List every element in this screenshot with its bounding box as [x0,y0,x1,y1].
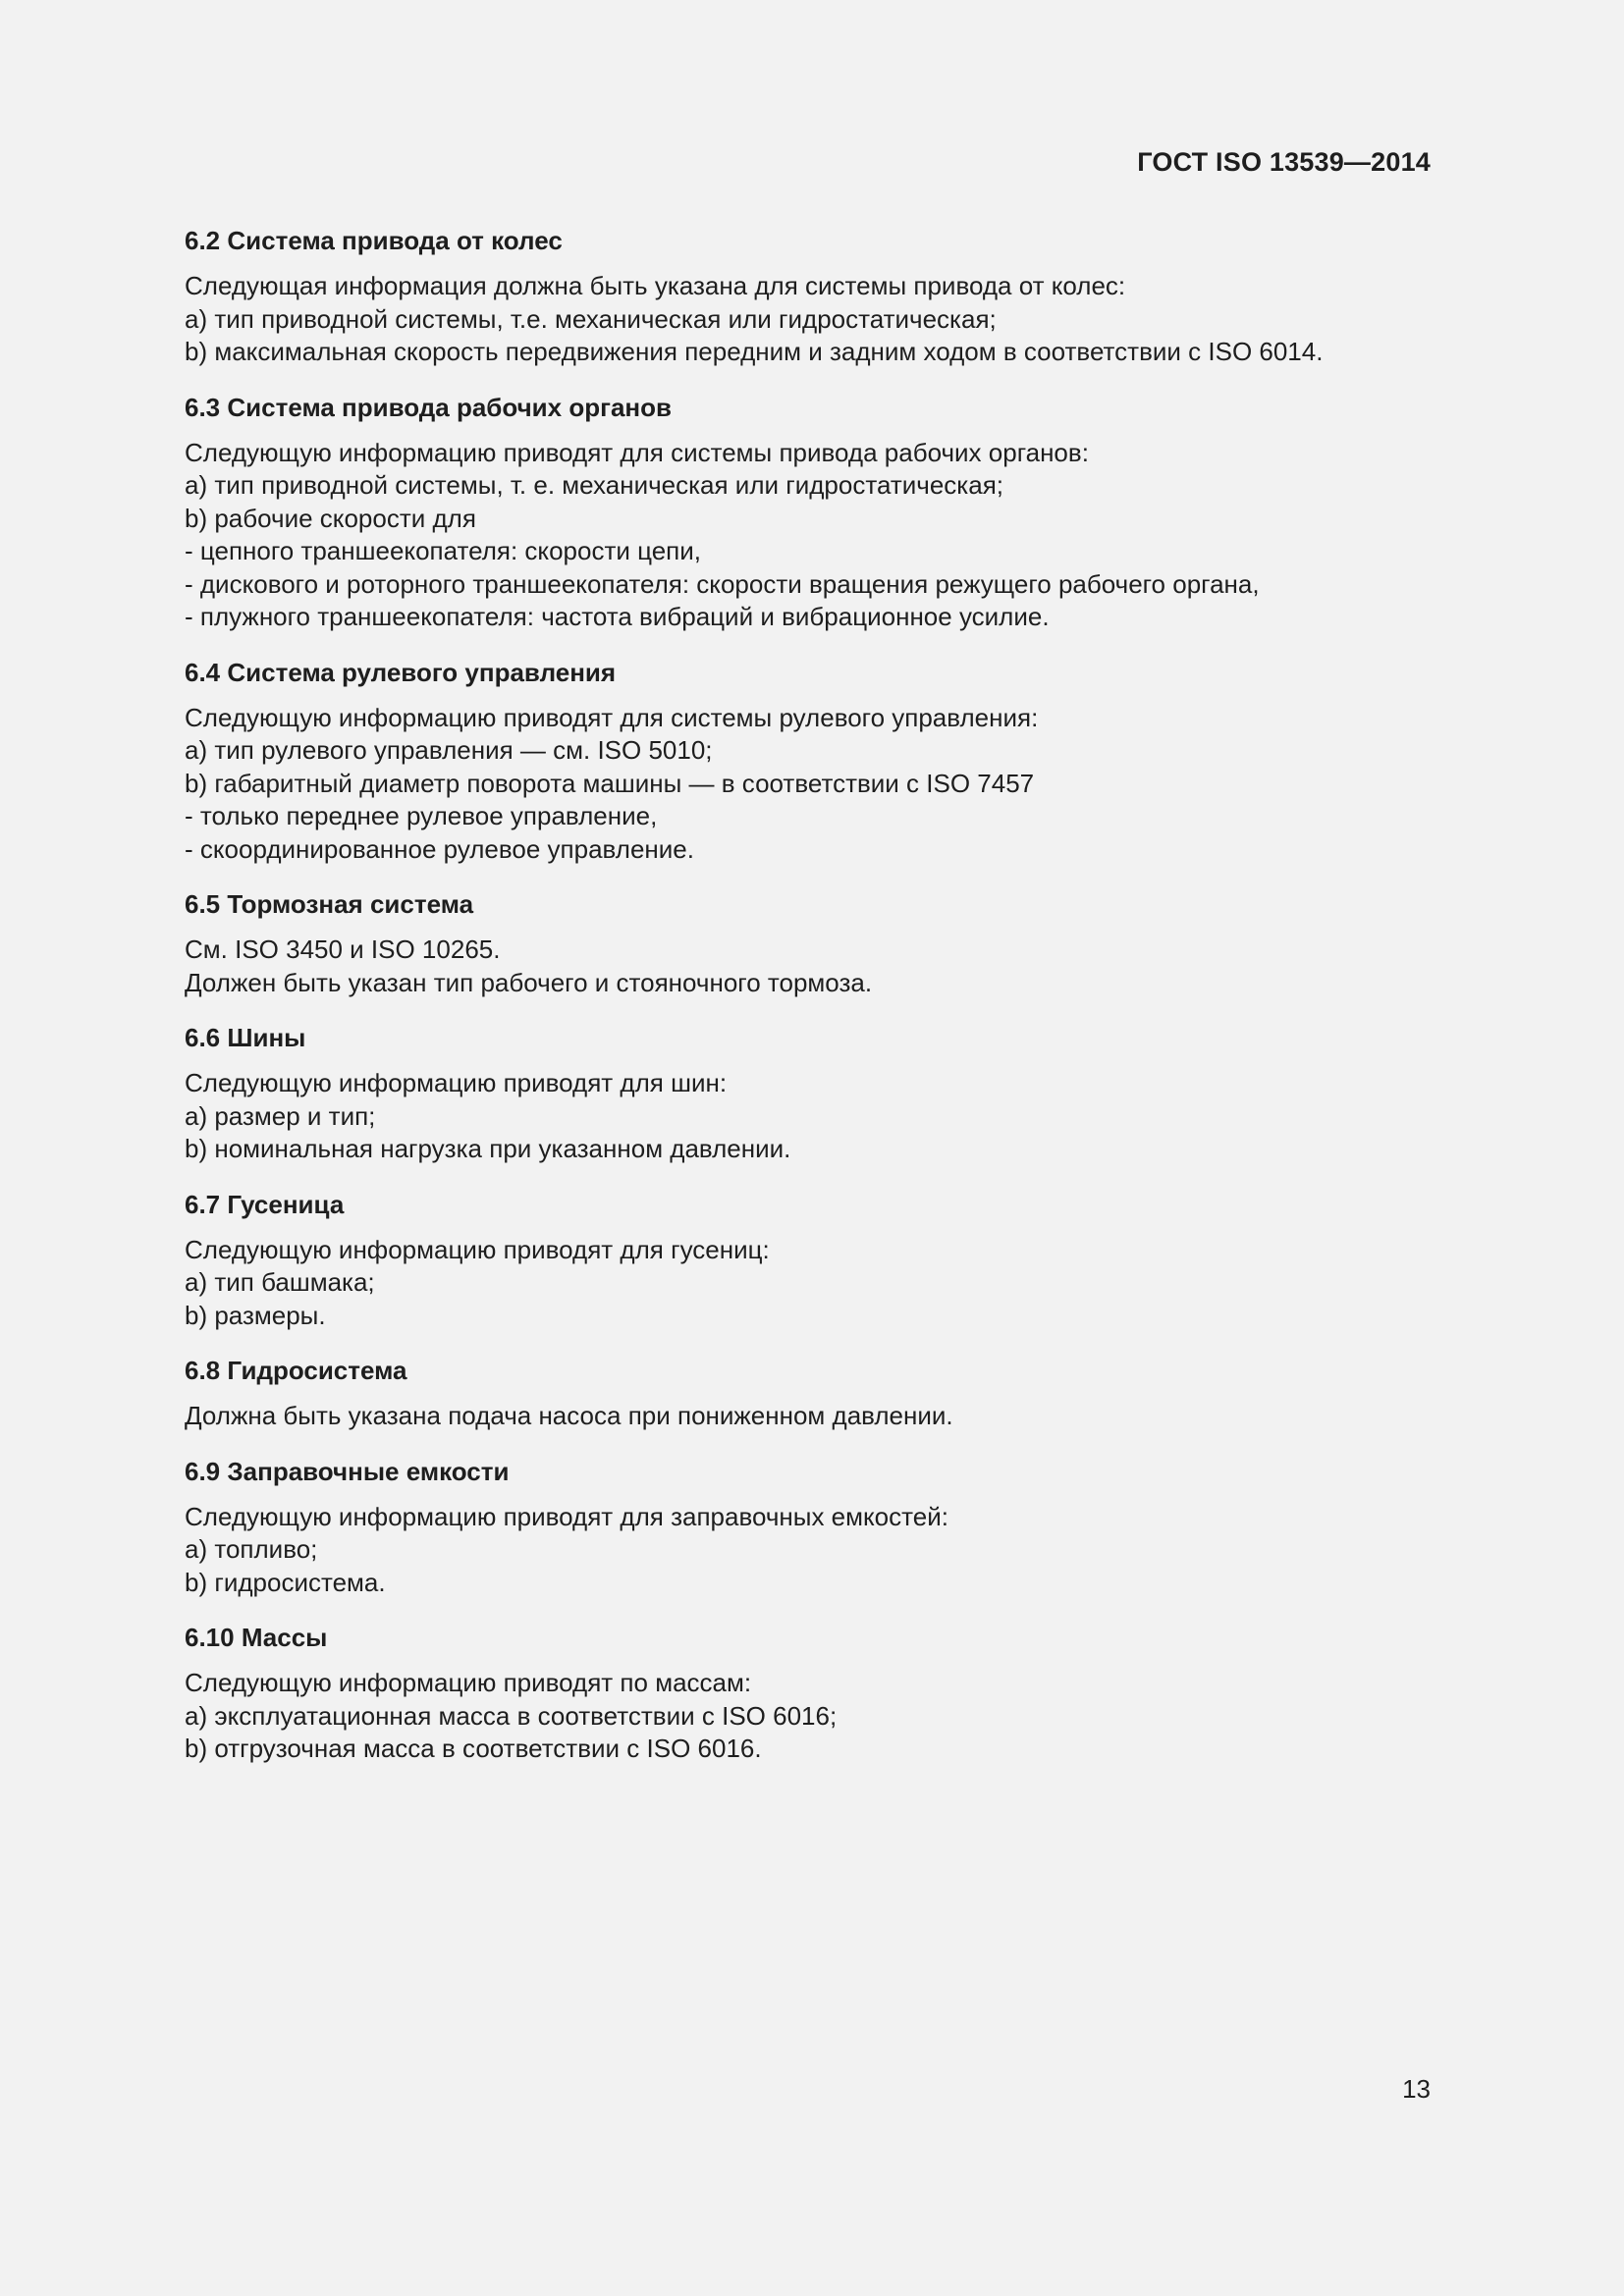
document-body [185,224,1441,1788]
section-6-8 [185,1354,1441,1433]
paragraph-line: Следующую информацию приводят по массам: [185,1668,752,1697]
section-title: 6.7 Гусеница [185,1189,345,1219]
paragraph-line: a) эксплуатационная масса в соответствии с ISO 6016; [185,1700,838,1731]
paragraph-line: - скоординированное рулевое управление. [185,833,694,864]
paragraph-line: b) отгрузочная масса в соответствии с ISO 6016. [185,1734,762,1763]
section-title: 6.2 Система привода от колес [185,226,563,255]
section-6-10 [185,1621,1441,1766]
paragraph-line: Должен быть указан тип рабочего и стояночного тормоза. [185,967,873,997]
paragraph-line: Следующую информацию приводят для заправочных емкостей: [185,1501,948,1531]
section-6-6 [185,1021,1441,1166]
section-6-7 [185,1188,1441,1333]
paragraph-line: b) номинальная нагрузка при указанном давлении. [185,1134,791,1163]
paragraph-line: - плужного траншеекопателя: частота вибраций и вибрационное усилие. [185,602,1050,631]
paragraph-line: Следующую информацию приводят для гусениц: [185,1234,770,1264]
section-title: 6.9 Заправочные емкости [185,1456,510,1486]
paragraph-line: Следующую информацию приводят для системы рулевого управления: [185,702,1039,732]
paragraph-line: b) максимальная скорость передвижения передним и задним ходом в соответствии с ISO 6014. [185,337,1324,366]
page-number: 13 [1402,2074,1431,2104]
paragraph-line: a) тип рулевого управления — см. ISO 5010; [185,735,713,765]
paragraph-line: Следующую информацию приводят для системы привода рабочих органов: [185,437,1089,467]
paragraph-line: См. ISO 3450 и ISO 10265. [185,934,501,964]
paragraph-line: a) размер и тип; [185,1100,376,1131]
document-header: ГОСТ ISO 13539—2014 [1137,147,1431,177]
paragraph-line: Должна быть указана подача насоса при пониженном давлении. [185,1401,953,1430]
paragraph-line: b) гидросистема. [185,1567,386,1597]
section-6-3 [185,391,1441,634]
paragraph-line: - дискового и роторного траншеекопателя: скорости вращения режущего рабочего органа, [185,568,1260,599]
paragraph-line: b) рабочие скорости для [185,503,476,533]
section-title: 6.8 Гидросистема [185,1356,407,1385]
section-6-5 [185,887,1441,999]
paragraph-line: - только переднее рулевое управление, [185,801,658,830]
paragraph-line: a) тип башмака; [185,1267,375,1297]
section-6-4 [185,656,1441,867]
section-title: 6.6 Шины [185,1023,306,1052]
section-6-2 [185,224,1441,369]
paragraph-line: b) габаритный диаметр поворота машины — в соответствии с ISO 7457 [185,768,1035,798]
section-title: 6.4 Система рулевого управления [185,657,617,687]
section-title: 6.5 Тормозная система [185,889,474,919]
section-title: 6.10 Массы [185,1623,328,1652]
section-title: 6.3 Система привода рабочих органов [185,392,672,422]
paragraph-line: Следующая информация должна быть указана для системы привода от колес: [185,271,1126,300]
paragraph-line: - цепного траншеекопателя: скорости цепи, [185,536,701,565]
section-6-9 [185,1455,1441,1600]
paragraph-line: a) тип приводной системы, т.е. механическая или гидростатическая; [185,303,997,334]
paragraph-line: a) топливо; [185,1534,318,1564]
paragraph-line: a) тип приводной системы, т. е. механическая или гидростатическая; [185,470,1003,500]
paragraph-line: Следующую информацию приводят для шин: [185,1068,728,1097]
paragraph-line: b) размеры. [185,1300,326,1330]
